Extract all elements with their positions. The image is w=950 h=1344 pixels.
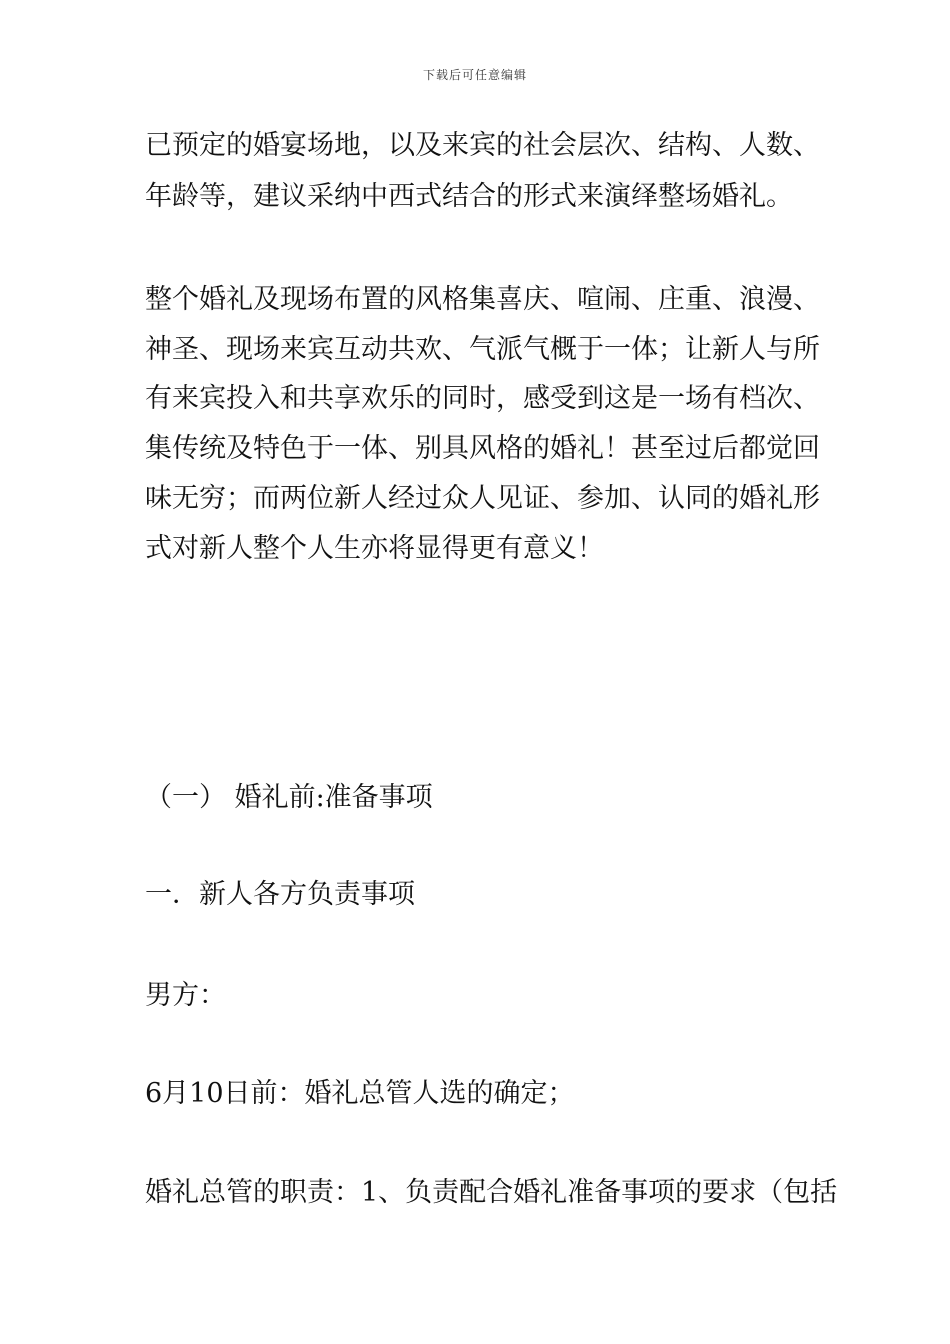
paragraph-line: 有来宾投入和共享欢乐的同时，感受到这是一场有档次、 <box>145 383 820 414</box>
paragraph-line: 神圣、现场来宾互动共欢、气派气概于一体；让新人与所 <box>145 334 820 365</box>
paragraph-line: 已预定的婚宴场地，以及来宾的社会层次、结构、人数、 <box>145 130 820 161</box>
section-subheading: 一．新人各方负责事项 <box>145 879 415 910</box>
section-heading: （一） 婚礼前:准备事项 <box>145 782 433 813</box>
schedule-item: 6月10日前：婚礼总管人选的确定； <box>145 1078 575 1109</box>
page-header-note: 下载后可任意编辑 <box>422 68 527 82</box>
paragraph-line: 整个婚礼及现场布置的风格集喜庆、喧闹、庄重、浪漫、 <box>145 284 820 315</box>
duty-description: 婚礼总管的职责：1、负责配合婚礼准备事项的要求（包括 <box>145 1177 838 1208</box>
paragraph-line: 式对新人整个人生亦将显得更有意义！ <box>145 533 604 564</box>
paragraph-line: 味无穷；而两位新人经过众人见证、参加、认同的婚礼形 <box>145 483 820 514</box>
paragraph-line: 年龄等，建议采纳中西式结合的形式来演绎整场婚礼。 <box>145 181 793 212</box>
party-label: 男方： <box>145 980 226 1011</box>
paragraph-line: 集传统及特色于一体、别具风格的婚礼！甚至过后都觉回 <box>145 433 820 464</box>
